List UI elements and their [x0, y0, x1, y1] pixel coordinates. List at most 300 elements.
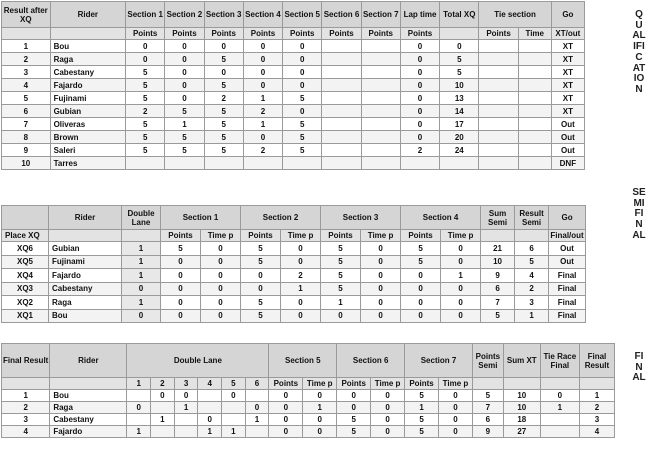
rider-name-cell: Raga — [49, 296, 122, 310]
table-cell: 5 — [241, 242, 281, 256]
table-cell: 5 — [337, 426, 371, 438]
table-cell: 17 — [440, 118, 479, 131]
table-row — [2, 53, 585, 66]
table-cell: 5 — [440, 53, 479, 66]
rider-name-cell: Brown — [50, 131, 125, 144]
table-cell — [518, 79, 551, 92]
table-cell: Final — [549, 282, 586, 296]
lane-header: 3 — [174, 378, 198, 390]
table-cell: 7 — [472, 402, 503, 414]
table-cell: 0 — [441, 296, 481, 310]
table-cell: 0 — [243, 40, 282, 53]
col-header: Section 7 — [405, 344, 473, 378]
table-cell: 0 — [161, 296, 201, 310]
table-cell: 0 — [127, 402, 151, 414]
table-cell: 5 — [401, 255, 441, 269]
table-cell: 2 — [243, 144, 282, 157]
col-header: Section 4 — [243, 2, 282, 28]
table-cell — [518, 144, 551, 157]
empty-cell — [2, 206, 49, 230]
empty-cell — [440, 28, 479, 40]
table-cell: 0 — [321, 309, 361, 323]
table-cell: 5 — [204, 79, 243, 92]
table-cell: 6 — [515, 242, 549, 256]
table-row — [2, 255, 586, 269]
rider-name-cell: Fajardo — [49, 269, 122, 283]
rider-name-cell: Saleri — [50, 144, 125, 157]
table-cell: 0 — [174, 390, 198, 402]
table-cell: 2 — [2, 402, 50, 414]
table-cell: 0 — [241, 282, 281, 296]
table-cell — [127, 414, 151, 426]
table-cell — [479, 131, 518, 144]
table-cell — [245, 390, 269, 402]
table-row — [2, 414, 615, 426]
table-cell: 7 — [2, 118, 51, 131]
table-cell: 1 — [165, 118, 204, 131]
table-cell: 10 — [440, 79, 479, 92]
col-header: Tie Race Final — [540, 344, 579, 378]
table-cell — [322, 157, 361, 170]
table-cell: 5 — [321, 269, 361, 283]
sub-header: Points — [400, 28, 439, 40]
table-cell: 5 — [405, 390, 439, 402]
table-cell: 5 — [283, 131, 322, 144]
table-cell: 1 — [515, 309, 549, 323]
table-cell: 5 — [161, 242, 201, 256]
sub-header: Points — [337, 378, 371, 390]
table-cell: 2 — [204, 92, 243, 105]
table-cell: 0 — [281, 309, 321, 323]
rider-name-cell: Fujinami — [49, 255, 122, 269]
empty-cell — [472, 378, 503, 390]
table-cell: 3 — [579, 414, 614, 426]
col-header: Section 2 — [241, 206, 321, 230]
table-row — [2, 131, 585, 144]
semi-subheader-row — [2, 230, 586, 242]
rider-name-cell: Tarres — [50, 157, 125, 170]
table-cell: 1 — [441, 269, 481, 283]
table-cell: 5 — [283, 118, 322, 131]
semifinal-table — [1, 205, 586, 323]
table-cell — [322, 105, 361, 118]
table-cell: 9 — [2, 144, 51, 157]
table-cell: 1 — [122, 296, 161, 310]
table-cell: Out — [549, 255, 586, 269]
table-cell: 0 — [201, 255, 241, 269]
table-cell: 0 — [283, 79, 322, 92]
table-cell — [222, 402, 246, 414]
table-cell — [245, 426, 269, 438]
table-cell — [361, 53, 400, 66]
qualification-header-row — [2, 2, 585, 28]
sub-header: Points — [161, 230, 201, 242]
table-cell: 1 — [579, 390, 614, 402]
table-cell: 5 — [401, 242, 441, 256]
table-cell — [518, 157, 551, 170]
table-cell: 10 — [503, 390, 540, 402]
table-cell: 0 — [400, 118, 439, 131]
table-cell: 5 — [241, 296, 281, 310]
table-cell: 5 — [241, 255, 281, 269]
rider-name-cell: Fujinami — [50, 92, 125, 105]
table-cell: 0 — [361, 242, 401, 256]
table-cell: 10 — [2, 157, 51, 170]
table-cell: 5 — [472, 390, 503, 402]
table-cell: 0 — [303, 414, 337, 426]
table-cell: 5 — [283, 92, 322, 105]
table-cell: 5 — [321, 255, 361, 269]
table-row — [2, 144, 585, 157]
table-cell — [322, 131, 361, 144]
table-cell: 0 — [204, 40, 243, 53]
table-cell: XQ1 — [2, 309, 49, 323]
table-cell: 1 — [122, 255, 161, 269]
table-cell — [518, 53, 551, 66]
table-cell: 27 — [503, 426, 540, 438]
table-cell — [322, 118, 361, 131]
col-header: Result after XQ — [2, 2, 51, 28]
table-cell: Final — [549, 309, 586, 323]
table-cell — [479, 105, 518, 118]
table-cell: 0 — [269, 414, 303, 426]
table-cell: 2 — [2, 53, 51, 66]
empty-cell — [49, 230, 122, 242]
table-cell: 0 — [245, 402, 269, 414]
table-cell: XT — [551, 66, 584, 79]
table-cell: 0 — [540, 390, 579, 402]
table-cell: 1 — [222, 426, 246, 438]
table-cell — [479, 92, 518, 105]
table-cell: 0 — [371, 402, 405, 414]
table-cell: 0 — [281, 255, 321, 269]
table-cell: 0 — [439, 414, 473, 426]
table-cell: XQ4 — [2, 269, 49, 283]
table-cell: 10 — [481, 255, 515, 269]
col-header: Section 6 — [322, 2, 361, 28]
table-cell: 9 — [472, 426, 503, 438]
table-cell: 21 — [481, 242, 515, 256]
table-cell: 4 — [515, 269, 549, 283]
sub-header: Time p — [439, 378, 473, 390]
table-cell: 0 — [204, 66, 243, 79]
col-header: Go — [549, 206, 586, 230]
col-header: Final Result — [579, 344, 614, 378]
empty-cell — [2, 28, 51, 40]
table-cell: 0 — [361, 255, 401, 269]
rider-name-cell: Oliveras — [50, 118, 125, 131]
table-cell: 2 — [579, 402, 614, 414]
table-cell: Out — [551, 144, 584, 157]
table-cell: 1 — [2, 390, 50, 402]
table-cell: 0 — [126, 53, 165, 66]
table-row — [2, 426, 615, 438]
col-header: Go — [551, 2, 584, 28]
table-cell — [126, 157, 165, 170]
table-cell: 0 — [441, 282, 481, 296]
table-cell: 5 — [126, 118, 165, 131]
table-cell — [361, 131, 400, 144]
lane-header: 4 — [198, 378, 222, 390]
sub-header: Final/out — [550, 231, 584, 240]
table-cell: XT — [551, 92, 584, 105]
table-cell: 24 — [440, 144, 479, 157]
semifinal-side-label: SEMI FINAL — [632, 187, 646, 241]
table-cell: 5 — [321, 282, 361, 296]
table-cell: 0 — [303, 426, 337, 438]
table-cell: XT — [551, 40, 584, 53]
table-cell — [198, 390, 222, 402]
final-header-row — [2, 344, 615, 378]
table-cell: 0 — [441, 309, 481, 323]
table-cell — [151, 402, 175, 414]
table-cell: 0 — [165, 92, 204, 105]
col-header: Section 7 — [361, 2, 400, 28]
table-cell — [361, 92, 400, 105]
table-cell: 0 — [161, 282, 201, 296]
table-cell: 5 — [204, 118, 243, 131]
table-cell: 5 — [405, 426, 439, 438]
sub-header: Time p — [441, 230, 481, 242]
table-cell: 1 — [174, 402, 198, 414]
table-cell — [322, 92, 361, 105]
sub-header: Points — [243, 28, 282, 40]
col-header: Section 2 — [165, 2, 204, 28]
table-cell: 1 — [405, 402, 439, 414]
table-cell: 1 — [127, 426, 151, 438]
table-cell — [518, 105, 551, 118]
table-cell — [518, 66, 551, 79]
table-cell — [400, 157, 439, 170]
table-cell: 5 — [481, 309, 515, 323]
table-cell: 1 — [2, 40, 51, 53]
table-cell: 1 — [243, 92, 282, 105]
col-header: Double Lane — [127, 344, 269, 378]
table-cell: 0 — [439, 390, 473, 402]
table-cell: 0 — [441, 255, 481, 269]
table-cell: 4 — [2, 426, 50, 438]
qualification-side-label: QUALIFICATION — [632, 9, 646, 95]
table-cell: 2 — [281, 269, 321, 283]
table-cell: 5 — [165, 131, 204, 144]
sub-header: XT/out — [551, 28, 584, 40]
table-cell: 1 — [198, 426, 222, 438]
col-header: Section 5 — [269, 344, 337, 378]
table-cell: 0 — [400, 105, 439, 118]
table-cell: 1 — [245, 414, 269, 426]
table-cell: 0 — [439, 402, 473, 414]
table-cell: 4 — [579, 426, 614, 438]
rider-name-cell: Bou — [50, 40, 125, 53]
table-cell: DNF — [551, 157, 584, 170]
table-row — [2, 40, 585, 53]
table-cell: 0 — [165, 79, 204, 92]
rider-name-cell: Cabestany — [50, 414, 127, 426]
table-cell — [243, 157, 282, 170]
table-cell: 8 — [2, 131, 51, 144]
rider-name-cell: Raga — [50, 53, 125, 66]
rider-name-cell: Gubian — [50, 105, 125, 118]
table-cell: 1 — [540, 402, 579, 414]
lane-header: 2 — [151, 378, 175, 390]
final-table — [1, 343, 615, 438]
table-cell: 6 — [481, 282, 515, 296]
table-cell: 3 — [2, 66, 51, 79]
table-cell: 1 — [151, 414, 175, 426]
table-cell: XQ5 — [2, 255, 49, 269]
table-cell: 13 — [440, 92, 479, 105]
table-cell — [151, 426, 175, 438]
table-row — [2, 157, 585, 170]
table-row — [2, 390, 615, 402]
col-header: Total XQ — [440, 2, 479, 28]
col-header: Sum Semi — [481, 206, 515, 230]
qualification-subheader-row — [2, 28, 585, 40]
rider-name-cell: Cabestany — [49, 282, 122, 296]
table-row — [2, 105, 585, 118]
rider-name-cell: Bou — [50, 390, 127, 402]
table-cell: 18 — [503, 414, 540, 426]
table-cell — [283, 157, 322, 170]
table-cell — [322, 53, 361, 66]
table-cell: 5 — [241, 309, 281, 323]
rider-name-cell: Bou — [49, 309, 122, 323]
table-cell: 0 — [281, 242, 321, 256]
table-cell: 3 — [515, 296, 549, 310]
table-cell — [174, 414, 198, 426]
table-cell — [361, 79, 400, 92]
table-cell: 0 — [151, 390, 175, 402]
table-cell: 0 — [201, 282, 241, 296]
col-header: Section 1 — [126, 2, 165, 28]
table-cell: 2 — [400, 144, 439, 157]
col-header: Section 6 — [337, 344, 405, 378]
col-header: Section 3 — [204, 2, 243, 28]
sub-header: Points — [204, 28, 243, 40]
table-cell — [222, 414, 246, 426]
table-cell — [440, 157, 479, 170]
empty-cell — [579, 378, 614, 390]
table-cell — [204, 157, 243, 170]
sub-header: Points — [401, 230, 441, 242]
table-cell: 0 — [161, 309, 201, 323]
table-cell — [479, 118, 518, 131]
table-cell: 5 — [126, 79, 165, 92]
table-cell: 5 — [126, 144, 165, 157]
table-cell: 10 — [503, 402, 540, 414]
table-cell — [361, 40, 400, 53]
table-cell: 0 — [303, 390, 337, 402]
table-cell: 5 — [405, 414, 439, 426]
table-cell: Out — [551, 118, 584, 131]
empty-cell — [540, 378, 579, 390]
table-cell: 5 — [204, 105, 243, 118]
table-cell: 0 — [283, 66, 322, 79]
sub-header: Time p — [281, 230, 321, 242]
table-cell — [198, 402, 222, 414]
table-cell: 5 — [165, 105, 204, 118]
table-cell: 0 — [165, 66, 204, 79]
table-cell — [322, 40, 361, 53]
table-row — [2, 269, 586, 283]
table-cell: 4 — [2, 79, 51, 92]
table-cell: 0 — [243, 53, 282, 66]
table-row — [2, 309, 586, 323]
table-cell: 9 — [481, 269, 515, 283]
table-cell: 0 — [401, 309, 441, 323]
lane-header: 5 — [222, 378, 246, 390]
table-row — [2, 282, 586, 296]
table-cell: 1 — [122, 242, 161, 256]
table-cell: 6 — [2, 105, 51, 118]
col-header: Result Semi — [515, 206, 549, 230]
sub-header: Time p — [371, 378, 405, 390]
final-side-label: FINAL — [632, 351, 646, 384]
sub-header: Points — [241, 230, 281, 242]
col-header: Section 3 — [321, 206, 401, 230]
table-cell: 0 — [201, 309, 241, 323]
rider-name-cell: Cabestany — [50, 66, 125, 79]
table-cell — [127, 390, 151, 402]
rider-name-cell: Gubian — [49, 242, 122, 256]
sub-header: Time p — [201, 230, 241, 242]
table-cell — [479, 53, 518, 66]
table-cell: 0 — [269, 426, 303, 438]
table-cell — [479, 66, 518, 79]
table-cell: 0 — [269, 402, 303, 414]
table-cell: XQ2 — [2, 296, 49, 310]
table-cell: 1 — [303, 402, 337, 414]
table-row — [2, 118, 585, 131]
table-cell: 0 — [201, 269, 241, 283]
table-cell — [361, 66, 400, 79]
sub-header: Points — [321, 230, 361, 242]
rider-name-cell: Raga — [50, 402, 127, 414]
table-cell: 0 — [337, 402, 371, 414]
table-cell: 0 — [122, 309, 161, 323]
table-cell: 5 — [440, 66, 479, 79]
col-header: Section 4 — [401, 206, 481, 230]
table-cell — [479, 79, 518, 92]
table-cell: 0 — [401, 269, 441, 283]
table-cell: 6 — [472, 414, 503, 426]
table-cell — [540, 426, 579, 438]
table-cell: 0 — [269, 390, 303, 402]
table-row — [2, 92, 585, 105]
empty-cell — [50, 378, 127, 390]
table-cell — [518, 40, 551, 53]
table-cell: 0 — [243, 66, 282, 79]
table-cell: 20 — [440, 131, 479, 144]
table-cell: 0 — [161, 255, 201, 269]
table-cell: Final — [549, 296, 586, 310]
sub-header: Time — [518, 28, 551, 40]
table-cell: 0 — [400, 40, 439, 53]
table-cell — [322, 144, 361, 157]
sub-header: Time p — [361, 230, 401, 242]
table-cell — [479, 144, 518, 157]
col-header: Points Semi — [472, 344, 503, 378]
table-cell — [518, 118, 551, 131]
sub-header: Points — [269, 378, 303, 390]
lane-header: 1 — [127, 378, 151, 390]
table-cell: 2 — [243, 105, 282, 118]
table-cell: 5 — [165, 144, 204, 157]
qualification-table — [1, 1, 585, 170]
table-cell — [361, 118, 400, 131]
semi-header-row — [2, 206, 586, 230]
table-cell: Out — [549, 242, 586, 256]
